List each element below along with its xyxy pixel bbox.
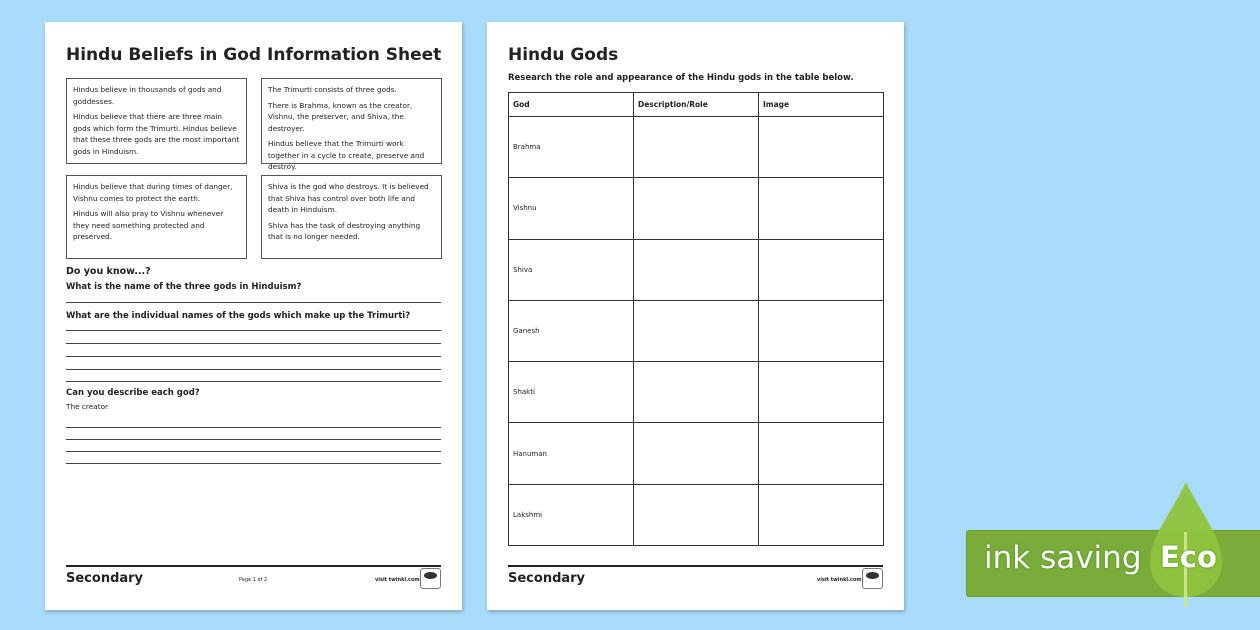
image-cell[interactable] [759,423,884,484]
column-header: God [509,93,634,117]
table-row [509,423,884,484]
question: What are the individual names of the gods which make up the Trimurti? [66,311,411,321]
info-text: Shiva has the task of destroying anything that is no longer needed. [268,220,421,241]
table-row [509,117,884,178]
info-text: Hindus believe that there are three main gods which form the Trimurti. Hindus believe that these three gods are the most important gods in Hinduism. [73,112,240,156]
answer-line[interactable] [66,343,441,344]
answer-line[interactable] [66,427,441,428]
table-row [509,300,884,361]
god-name: Shiva [509,239,634,300]
site-link[interactable]: visit twinkl.com [375,577,420,583]
page-number: Page 1 of 2 [239,577,268,583]
description-cell[interactable] [634,362,759,423]
ink-saving-label: ink saving [984,540,1142,576]
table-row [509,362,884,423]
image-cell[interactable] [759,300,884,361]
answer-line[interactable] [66,451,441,452]
info-box [261,78,442,171]
info-text: Shiva is the god who destroys. It is believed that Shiva has control over both life and death in Hinduism. [268,182,429,214]
info-box [66,78,247,164]
eco-badge: Eco [1160,540,1217,574]
information-sheet-page [45,22,462,610]
description-cell[interactable] [634,117,759,178]
info-text: The Trimurti consists of three gods. [268,85,397,94]
footer-divider [508,565,883,567]
page-title: Hindu Gods [508,45,619,65]
description-cell[interactable] [634,423,759,484]
info-box [66,175,247,259]
god-name: Ganesh [509,300,634,361]
answer-line[interactable] [66,302,441,303]
info-text: Hindus believe that during times of danger, Vishnu comes to protect the earth. [73,182,233,203]
answer-line[interactable] [66,439,441,440]
image-cell[interactable] [759,362,884,423]
answer-line[interactable] [66,463,441,464]
answer-line[interactable] [66,330,441,331]
twinkl-logo-icon [420,568,441,589]
level-label: Secondary [508,571,586,586]
image-cell[interactable] [759,178,884,239]
table-row [509,484,884,545]
table-row [509,239,884,300]
page-title: Hindu Beliefs in God Information Sheet [66,45,442,65]
instructions: Research the role and appearance of the Hindu gods in the table below. [508,73,854,83]
god-name: Shakti [509,362,634,423]
worksheet-page [487,22,904,610]
level-label: Secondary [66,571,144,586]
god-name: Brahma [509,117,634,178]
info-text: Hindus will also pray to Vishnu whenever they need something protected and preserved. [73,209,224,241]
question: Can you describe each god? [66,388,200,398]
info-box [261,175,442,259]
column-header: Description/Role [634,93,759,117]
info-text: There is Brahma, known as the creator, Vishnu, the preserver, and Shiva, the destroyer. [268,100,413,133]
table-header-row [509,93,884,117]
info-text: Hindus believe in thousands of gods and goddesses. [73,85,222,106]
image-cell[interactable] [759,117,884,178]
description-cell[interactable] [634,300,759,361]
twinkl-logo-icon [862,568,883,589]
hint-text: The creator [66,402,109,411]
table-row [509,178,884,239]
site-link[interactable]: visit twinkl.com [817,577,862,583]
question: What is the name of the three gods in Hinduism? [66,282,302,292]
god-name: Vishnu [509,178,634,239]
gods-table [508,92,884,546]
column-header: Image [759,93,884,117]
image-cell[interactable] [759,484,884,545]
answer-line[interactable] [66,356,441,357]
section-heading: Do you know...? [66,266,151,277]
image-cell[interactable] [759,239,884,300]
answer-line[interactable] [66,381,441,382]
footer-divider [66,565,441,567]
description-cell[interactable] [634,239,759,300]
god-name: Hanuman [509,423,634,484]
answer-line[interactable] [66,369,441,370]
description-cell[interactable] [634,178,759,239]
god-name: Lakshmi [509,484,634,545]
description-cell[interactable] [634,484,759,545]
info-text: Hindus believe that the Trimurti work together in a cycle to create, preserve and destroy. [268,139,425,171]
